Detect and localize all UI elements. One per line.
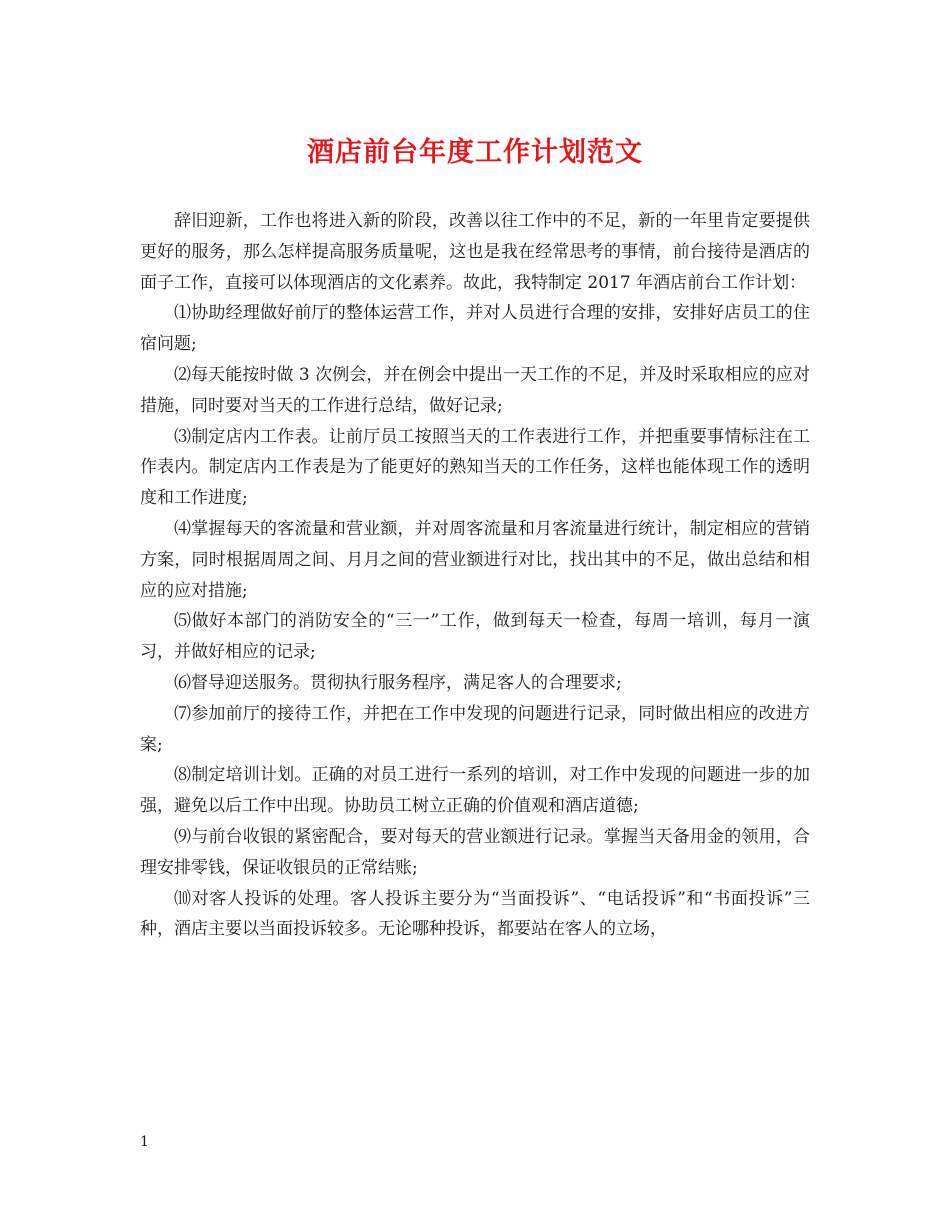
list-item-1: ⑴协助经理做好前厅的整体运营工作，并对人员进行合理的安排，安排好店员工的住宿问题; — [140, 303, 810, 355]
list-item-8: ⑻制定培训计划。正确的对员工进行一系列的培训，对工作中发现的问题进一步的加强，避免以后工作中出现。协助员工树立正确的价值观和酒店道德; — [140, 765, 810, 817]
list-item-2: ⑵每天能按时做 3 次例会，并在例会中提出一天工作的不足，并及时采取相应的应对措施，同时要对当天的工作进行总结，做好记录; — [140, 364, 810, 416]
page-number: 1 — [140, 1134, 149, 1150]
list-item-6: ⑹督导迎送服务。贯彻执行服务程序，满足客人的合理要求; — [174, 672, 622, 693]
list-item-5: ⑸做好本部门的消防安全的“三一”工作，做到每天一检查，每周一培训，每月一演习，并做好相应的记录; — [140, 611, 810, 663]
list-item-4: ⑷掌握每天的客流量和营业额，并对周客流量和月客流量进行统计，制定相应的营销方案，同时根据周周之间、月月之间的营业额进行对比，找出其中的不足，做出总结和相应的应对措施; — [140, 518, 810, 601]
document-body — [140, 206, 810, 945]
list-item-10: ⑽对客人投诉的处理。客人投诉主要分为“当面投诉”、“电话投诉”和“书面投诉”三种，酒店主要以当面投诉较多。无论哪种投诉，都要站在客人的立场， — [140, 888, 810, 940]
intro-paragraph: 辞旧迎新，工作也将进入新的阶段，改善以往工作中的不足，新的一年里肯定要提供更好的服务，那么怎样提高服务质量呢，这也是我在经常思考的事情，前台接待是酒店的面子工作，直接可以体现酒店的文化素养。故此，我特制定 2017 年酒店前台工作计划： — [140, 211, 810, 293]
document-title: 酒店前台年度工作计划范文 — [307, 137, 643, 168]
list-item-9: ⑼与前台收银的紧密配合，要对每天的营业额进行记录。掌握当天备用金的领用，合理安排零钱，保证收银员的正常结账; — [140, 826, 810, 878]
list-item-3: ⑶制定店内工作表。让前厅员工按照当天的工作表进行工作，并把重要事情标注在工作表内。制定店内工作表是为了能更好的熟知当天的工作任务，这样也能体现工作的透明度和工作进度; — [140, 426, 810, 509]
list-item-7: ⑺参加前厅的接待工作，并把在工作中发现的问题进行记录，同时做出相应的改进方案; — [140, 703, 810, 755]
